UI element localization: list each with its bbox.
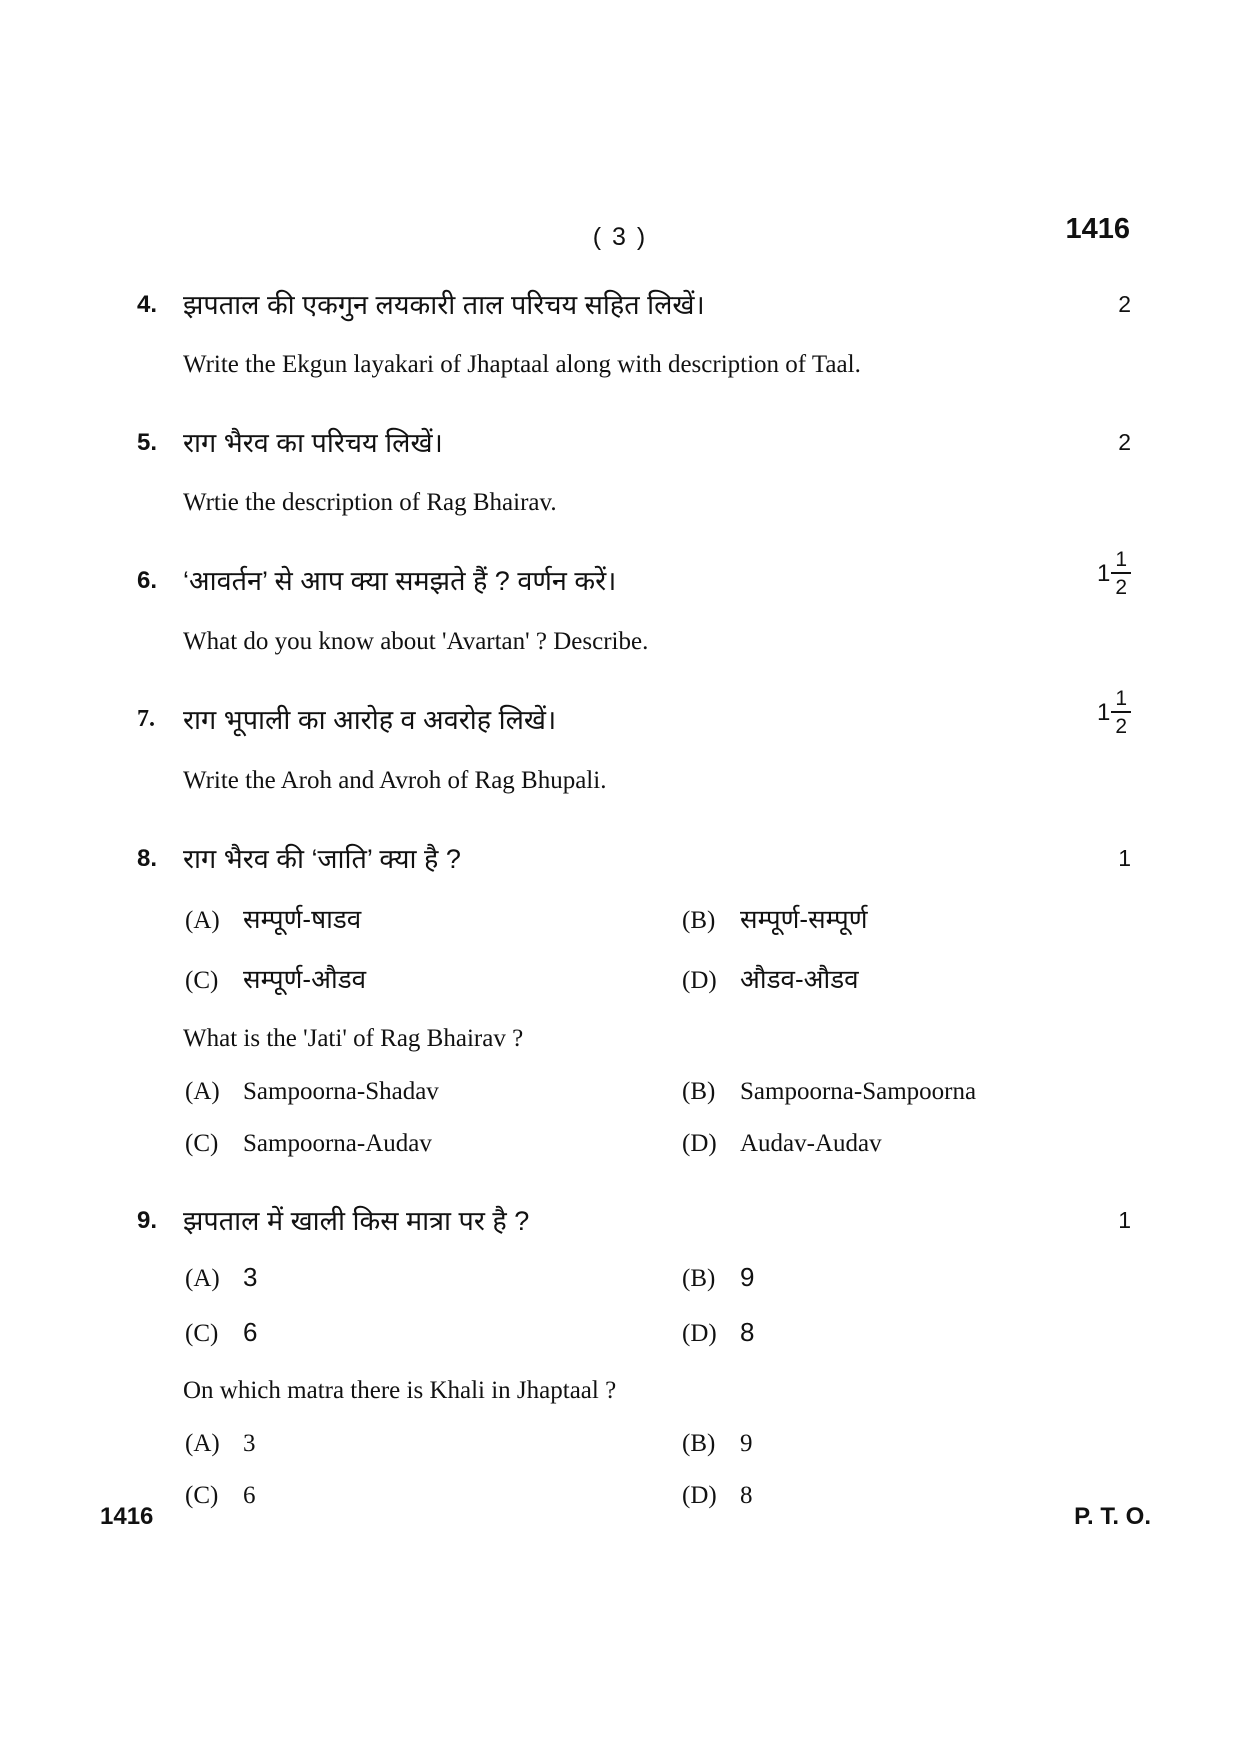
option-value: 9	[740, 1262, 755, 1293]
option-row	[185, 900, 1131, 936]
option-label: (A)	[185, 1430, 220, 1458]
option-d	[682, 960, 1131, 996]
option-label: (B)	[682, 1265, 716, 1293]
option-value: 3	[243, 1430, 256, 1458]
question-text-english: Wrtie the description of Rag Bhairav.	[183, 489, 557, 516]
question-7	[137, 687, 1131, 796]
page-header	[0, 213, 1240, 257]
question-head	[137, 426, 1131, 460]
option-value: 3	[243, 1262, 258, 1293]
paper-code-header: 1416	[1065, 213, 1130, 245]
option-label: (C)	[185, 1130, 219, 1158]
marks-whole: 1	[1096, 559, 1111, 587]
option-a-english	[185, 1430, 682, 1458]
question-text-hindi: राग भूपाली का आरोह व अवरोह लिखें।	[183, 705, 557, 736]
marks-fraction	[1061, 687, 1131, 738]
question-number: 5.	[137, 429, 158, 456]
option-label: (A)	[185, 907, 220, 935]
option-value: Audav-Audav	[740, 1130, 882, 1158]
fraction-numerator: 1	[1111, 687, 1131, 713]
question-head	[137, 548, 1131, 600]
option-b	[682, 1262, 1131, 1293]
question-text-english: What is the 'Jati' of Rag Bhairav ?	[183, 1025, 524, 1053]
marks-value: 2	[1118, 291, 1131, 317]
option-label: (C)	[185, 1320, 219, 1348]
option-value: 6	[243, 1317, 258, 1348]
options-english	[185, 1078, 1131, 1158]
option-value: औडव-औडव	[740, 964, 859, 995]
question-5	[137, 426, 1131, 518]
question-text-english: Write the Ekgun layakari of Jhaptaal along with description of Taal.	[183, 351, 861, 378]
option-value: Sampoorna-Sampoorna	[740, 1078, 977, 1106]
question-number: 4.	[137, 291, 158, 318]
option-a	[185, 1262, 682, 1293]
option-label: (D)	[682, 1130, 717, 1158]
fraction-denominator: 2	[1115, 715, 1127, 739]
question-head	[137, 842, 1131, 876]
option-label: (B)	[682, 907, 716, 935]
marks-value: 1	[1118, 845, 1131, 872]
pto-label: P. T. O.	[1074, 1503, 1151, 1530]
question-number: 6.	[137, 567, 158, 594]
question-text-english: Write the Aroh and Avroh of Rag Bhupali.	[183, 767, 607, 795]
option-b-english	[682, 1430, 1131, 1458]
option-value: सम्पूर्ण-सम्पूर्ण	[740, 904, 868, 935]
marks-half-fraction	[1111, 687, 1131, 738]
option-c-english	[185, 1130, 682, 1158]
option-row	[185, 960, 1131, 996]
option-d	[682, 1317, 1131, 1348]
question-6	[137, 548, 1131, 657]
option-c	[185, 960, 682, 996]
question-text-english: On which matra there is Khali in Jhaptaal ?	[183, 1377, 617, 1405]
option-label: (D)	[682, 967, 717, 995]
page-number: ( 3 )	[592, 223, 648, 251]
page-footer	[100, 1503, 1151, 1531]
fraction-denominator: 2	[1115, 576, 1127, 600]
question-head	[137, 288, 1131, 322]
question-text-hindi: ‘आवर्तन’ से आप क्या समझते हैं ? वर्णन करें।	[183, 566, 617, 596]
option-c	[185, 1317, 682, 1348]
question-head	[137, 687, 1131, 739]
option-a	[185, 900, 682, 936]
option-row	[185, 1078, 1131, 1106]
fraction-numerator: 1	[1111, 548, 1131, 574]
marks-fraction	[1061, 548, 1131, 599]
marks-value: 2	[1118, 429, 1131, 455]
question-number: 8.	[137, 845, 158, 873]
options-hindi	[185, 900, 1131, 996]
option-label: (A)	[185, 1265, 220, 1293]
option-label: (B)	[682, 1430, 716, 1458]
option-value: Sampoorna-Audav	[243, 1130, 432, 1158]
option-b-english	[682, 1078, 1131, 1106]
question-text-hindi: राग भैरव की ‘जाति’ क्या है ?	[183, 844, 461, 875]
option-label: (C)	[185, 967, 219, 995]
option-label: (B)	[682, 1078, 716, 1106]
marks-half-fraction	[1111, 548, 1131, 599]
option-d-english	[682, 1130, 1131, 1158]
marks-value: 1	[1118, 1207, 1131, 1234]
option-value: 9	[740, 1430, 753, 1458]
option-value: 8	[740, 1317, 755, 1348]
option-a-english	[185, 1078, 682, 1106]
question-number: 9.	[137, 1207, 158, 1235]
option-row	[185, 1317, 1131, 1348]
question-text-hindi: राग भैरव का परिचय लिखें।	[183, 428, 443, 458]
option-value: सम्पूर्ण-षाडव	[243, 904, 362, 935]
paper-code-footer: 1416	[100, 1503, 154, 1530]
option-value: 8	[740, 1482, 753, 1510]
questions-area	[137, 288, 1131, 1510]
question-9	[137, 1204, 1131, 1510]
question-number: 7.	[137, 706, 155, 733]
marks-whole: 1	[1096, 698, 1111, 726]
option-row	[185, 1130, 1131, 1158]
option-b	[682, 900, 1131, 936]
option-value: Sampoorna-Shadav	[243, 1078, 439, 1106]
option-value: सम्पूर्ण-औडव	[243, 964, 367, 995]
option-label: (D)	[682, 1320, 717, 1348]
question-8	[137, 842, 1131, 1158]
option-label: (C)	[185, 1482, 219, 1510]
question-4	[137, 288, 1131, 380]
question-text-hindi: झपताल की एकगुन लयकारी ताल परिचय सहित लिखें।	[183, 290, 705, 320]
question-text-hindi: झपताल में खाली किस मात्रा पर है ?	[183, 1206, 530, 1237]
option-value: 6	[243, 1482, 256, 1510]
option-row	[185, 1430, 1131, 1458]
question-head	[137, 1204, 1131, 1238]
option-row	[185, 1262, 1131, 1293]
option-label: (A)	[185, 1078, 220, 1106]
option-label: (D)	[682, 1482, 717, 1510]
question-text-english: What do you know about 'Avartan' ? Describe.	[183, 628, 649, 656]
options-hindi	[185, 1262, 1131, 1348]
options-english	[185, 1430, 1131, 1510]
